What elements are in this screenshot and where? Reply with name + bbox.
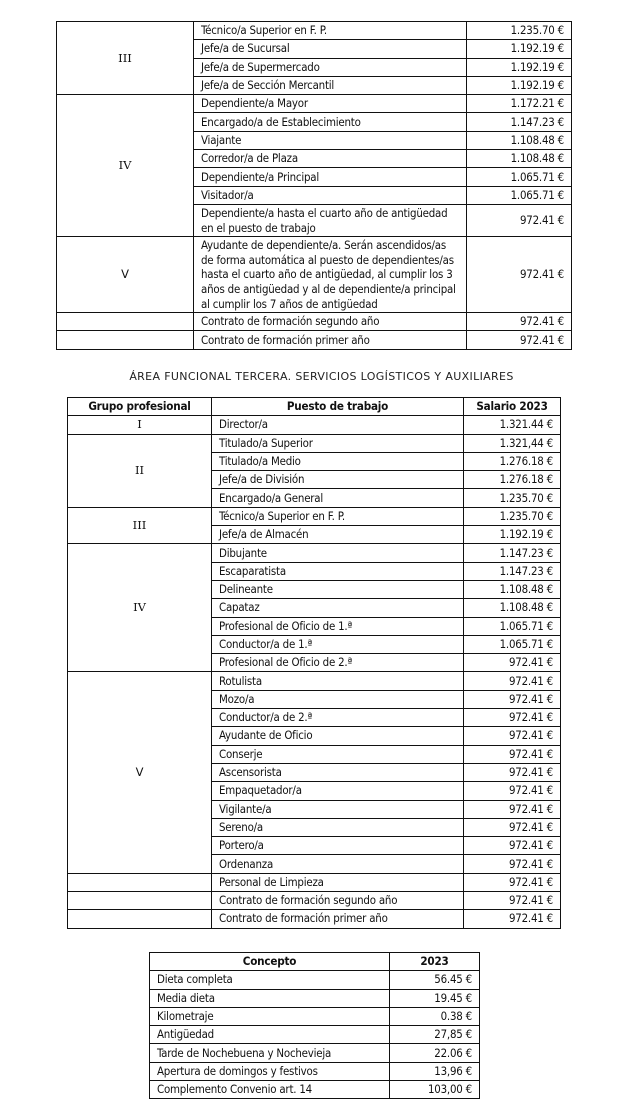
job-title-cell: Profesional de Oficio de 1.ª bbox=[212, 617, 464, 635]
job-title-cell: Jefe/a de Supermercado bbox=[194, 58, 467, 76]
salary-cell: 972.41 € bbox=[464, 818, 561, 836]
amount-cell: 13,96 € bbox=[390, 1062, 480, 1080]
table-row bbox=[150, 1062, 480, 1080]
salary-cell: 972.41 € bbox=[467, 313, 572, 331]
amount-cell: 56.45 € bbox=[390, 971, 480, 989]
job-title-cell: Empaquetador/a bbox=[212, 782, 464, 800]
table-row bbox=[57, 331, 572, 349]
salary-cell: 1.192.19 € bbox=[467, 40, 572, 58]
salary-cell: 972.41 € bbox=[464, 727, 561, 745]
job-title-cell: Escaparatista bbox=[212, 562, 464, 580]
job-title-cell: Ayudante de dependiente/a. Serán ascendidos/as de forma automática al puesto de dependientes/as hasta el cuarto año de antigüedad, al cumplir los 3 años de antigüedad y al de dependiente/a principal al cumplir los 7 años de antigüedad bbox=[194, 237, 467, 313]
job-title-cell: Ordenanza bbox=[212, 855, 464, 873]
column-header-salary: Salario 2023 bbox=[464, 398, 561, 416]
salary-cell: 1.192.19 € bbox=[467, 76, 572, 94]
job-title-cell: Ascensorista bbox=[212, 763, 464, 781]
salary-cell: 1.172.21 € bbox=[467, 95, 572, 113]
salary-table-logistics bbox=[67, 397, 561, 929]
table-row bbox=[150, 1007, 480, 1025]
job-title-cell: Ayudante de Oficio bbox=[212, 727, 464, 745]
table-row bbox=[68, 672, 561, 690]
job-title-cell: Profesional de Oficio de 2.ª bbox=[212, 654, 464, 672]
salary-cell: 1.065.71 € bbox=[467, 168, 572, 186]
table-row bbox=[57, 313, 572, 331]
salary-cell: 1.235.70 € bbox=[464, 489, 561, 507]
salary-cell: 1.235.70 € bbox=[467, 22, 572, 40]
salary-cell: 972.41 € bbox=[464, 690, 561, 708]
salary-cell: 972.41 € bbox=[464, 672, 561, 690]
concept-cell: Antigüedad bbox=[150, 1026, 390, 1044]
group-cell-empty bbox=[68, 910, 212, 928]
job-title-cell: Jefe/a de Almacén bbox=[212, 526, 464, 544]
table-row bbox=[57, 22, 572, 40]
salary-cell: 972.41 € bbox=[464, 654, 561, 672]
salary-cell: 972.41 € bbox=[467, 204, 572, 236]
amount-cell: 103,00 € bbox=[390, 1081, 480, 1099]
salary-cell: 1.108.48 € bbox=[464, 580, 561, 598]
group-cell: IV bbox=[68, 544, 212, 672]
concept-cell: Dieta completa bbox=[150, 971, 390, 989]
job-title-cell: Conserje bbox=[212, 745, 464, 763]
job-title-cell: Delineante bbox=[212, 580, 464, 598]
salary-cell: 972.41 € bbox=[464, 910, 561, 928]
job-title-cell: Vigilante/a bbox=[212, 800, 464, 818]
group-cell: IV bbox=[57, 95, 194, 237]
salary-cell: 1.108.48 € bbox=[464, 599, 561, 617]
job-title-cell: Técnico/a Superior en F. P. bbox=[212, 507, 464, 525]
job-title-cell: Contrato de formación primer año bbox=[194, 331, 467, 349]
job-title-cell: Jefe/a de Sucursal bbox=[194, 40, 467, 58]
job-title-cell: Conductor/a de 1.ª bbox=[212, 635, 464, 653]
job-title-cell: Portero/a bbox=[212, 837, 464, 855]
amount-cell: 27,85 € bbox=[390, 1026, 480, 1044]
concept-cell: Media dieta bbox=[150, 989, 390, 1007]
column-header-job: Puesto de trabajo bbox=[212, 398, 464, 416]
table-row bbox=[68, 910, 561, 928]
amount-cell: 22.06 € bbox=[390, 1044, 480, 1062]
table-row bbox=[150, 1081, 480, 1099]
group-cell-empty bbox=[68, 873, 212, 891]
salary-cell: 972.41 € bbox=[464, 892, 561, 910]
salary-cell: 1.321,44 € bbox=[464, 434, 561, 452]
job-title-cell: Director/a bbox=[212, 416, 464, 434]
job-title-cell: Corredor/a de Plaza bbox=[194, 150, 467, 168]
salary-cell: 1.147.23 € bbox=[467, 113, 572, 131]
table-row bbox=[68, 892, 561, 910]
job-title-cell: Contrato de formación primer año bbox=[212, 910, 464, 928]
amount-cell: 19.45 € bbox=[390, 989, 480, 1007]
table-row bbox=[150, 989, 480, 1007]
salary-cell: 1.321.44 € bbox=[464, 416, 561, 434]
salary-cell: 1.276.18 € bbox=[464, 452, 561, 470]
job-title-cell: Jefe/a de Sección Mercantil bbox=[194, 76, 467, 94]
job-title-cell: Titulado/a Medio bbox=[212, 452, 464, 470]
table-row bbox=[150, 1044, 480, 1062]
salary-cell: 972.41 € bbox=[464, 745, 561, 763]
group-cell-empty bbox=[57, 331, 194, 349]
group-cell: II bbox=[68, 434, 212, 507]
group-cell: III bbox=[68, 507, 212, 544]
job-title-cell: Rotulista bbox=[212, 672, 464, 690]
table-header-row bbox=[68, 398, 561, 416]
job-title-cell: Técnico/a Superior en F. P. bbox=[194, 22, 467, 40]
table-row bbox=[68, 873, 561, 891]
column-header-year: 2023 bbox=[390, 953, 480, 971]
job-title-cell: Dependiente/a hasta el cuarto año de antigüedad en el puesto de trabajo bbox=[194, 204, 467, 236]
job-title-cell: Contrato de formación segundo año bbox=[194, 313, 467, 331]
table-row bbox=[150, 971, 480, 989]
group-cell: V bbox=[68, 672, 212, 873]
job-title-cell: Jefe/a de División bbox=[212, 471, 464, 489]
group-cell-empty bbox=[68, 892, 212, 910]
table-row bbox=[57, 237, 572, 313]
concept-cell: Complemento Convenio art. 14 bbox=[150, 1081, 390, 1099]
column-header-group: Grupo profesional bbox=[68, 398, 212, 416]
job-title-cell: Encargado/a General bbox=[212, 489, 464, 507]
group-cell-empty bbox=[57, 313, 194, 331]
amount-cell: 0.38 € bbox=[390, 1007, 480, 1025]
job-title-cell: Sereno/a bbox=[212, 818, 464, 836]
salary-cell: 1.065.71 € bbox=[464, 617, 561, 635]
salary-cell: 1.147.23 € bbox=[464, 544, 561, 562]
job-title-cell: Personal de Limpieza bbox=[212, 873, 464, 891]
salary-cell: 972.41 € bbox=[464, 837, 561, 855]
job-title-cell: Capataz bbox=[212, 599, 464, 617]
salary-cell: 972.41 € bbox=[464, 763, 561, 781]
job-title-cell: Dependiente/a Principal bbox=[194, 168, 467, 186]
concept-cell: Apertura de domingos y festivos bbox=[150, 1062, 390, 1080]
salary-cell: 1.147.23 € bbox=[464, 562, 561, 580]
group-cell: III bbox=[57, 22, 194, 95]
job-title-cell: Visitador/a bbox=[194, 186, 467, 204]
salary-cell: 972.41 € bbox=[464, 873, 561, 891]
salary-cell: 972.41 € bbox=[464, 855, 561, 873]
table-row bbox=[68, 544, 561, 562]
job-title-cell: Contrato de formación segundo año bbox=[212, 892, 464, 910]
salary-cell: 972.41 € bbox=[467, 237, 572, 313]
salary-cell: 1.065.71 € bbox=[464, 635, 561, 653]
job-title-cell: Viajante bbox=[194, 131, 467, 149]
table-row bbox=[150, 1026, 480, 1044]
group-cell: I bbox=[68, 416, 212, 434]
concept-cell: Kilometraje bbox=[150, 1007, 390, 1025]
salary-cell: 1.108.48 € bbox=[467, 131, 572, 149]
salary-cell: 1.108.48 € bbox=[467, 150, 572, 168]
table-row bbox=[68, 434, 561, 452]
job-title-cell: Conductor/a de 2.ª bbox=[212, 709, 464, 727]
job-title-cell: Dependiente/a Mayor bbox=[194, 95, 467, 113]
salary-cell: 972.41 € bbox=[464, 709, 561, 727]
salary-cell: 972.41 € bbox=[467, 331, 572, 349]
table-row bbox=[68, 416, 561, 434]
section-title: ÁREA FUNCIONAL TERCERA. SERVICIOS LOGÍSTICOS Y AUXILIARES bbox=[129, 370, 514, 383]
column-header-concept: Concepto bbox=[150, 953, 390, 971]
allowances-table bbox=[149, 952, 480, 1099]
concept-cell: Tarde de Nochebuena y Nochevieja bbox=[150, 1044, 390, 1062]
salary-cell: 1.192.19 € bbox=[467, 58, 572, 76]
table-header-row bbox=[150, 953, 480, 971]
salary-cell: 1.065.71 € bbox=[467, 186, 572, 204]
salary-cell: 972.41 € bbox=[464, 782, 561, 800]
group-cell: V bbox=[57, 237, 194, 313]
table-row bbox=[57, 95, 572, 113]
salary-cell: 972.41 € bbox=[464, 800, 561, 818]
salary-table-continuation bbox=[56, 21, 572, 350]
job-title-cell: Dibujante bbox=[212, 544, 464, 562]
salary-cell: 1.235.70 € bbox=[464, 507, 561, 525]
salary-cell: 1.192.19 € bbox=[464, 526, 561, 544]
table-row bbox=[68, 507, 561, 525]
job-title-cell: Mozo/a bbox=[212, 690, 464, 708]
job-title-cell: Titulado/a Superior bbox=[212, 434, 464, 452]
salary-cell: 1.276.18 € bbox=[464, 471, 561, 489]
job-title-cell: Encargado/a de Establecimiento bbox=[194, 113, 467, 131]
